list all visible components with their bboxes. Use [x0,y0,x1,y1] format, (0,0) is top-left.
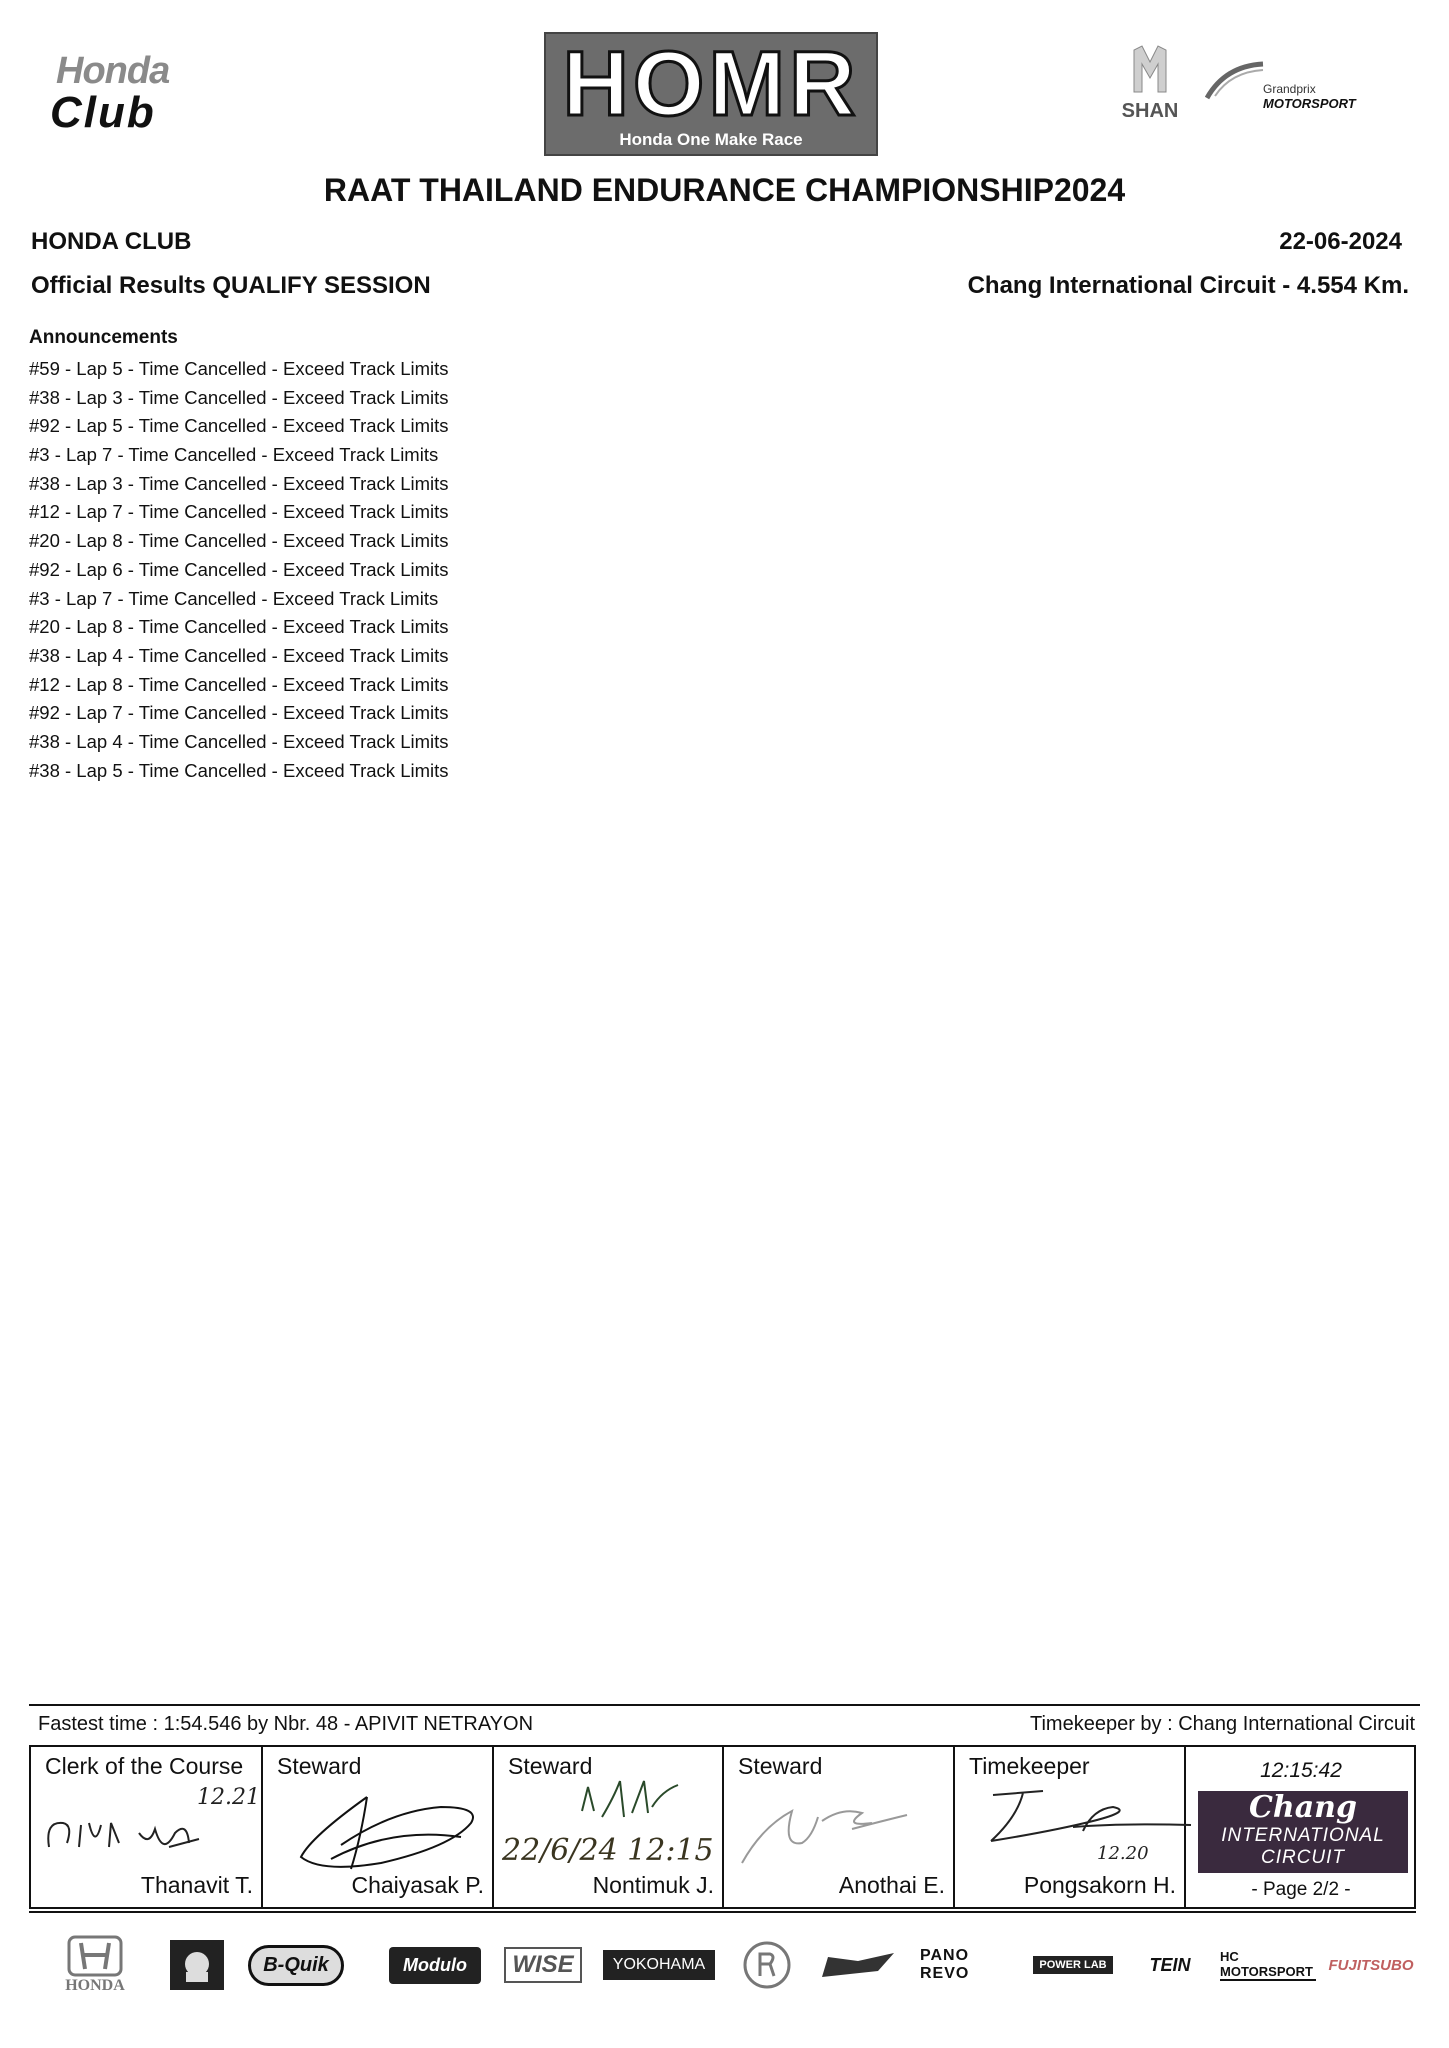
announcement-item: #20 - Lap 8 - Time Cancelled - Exceed Track Limits [29,616,449,638]
signature-handwriting: 12.20 [1097,1843,1149,1864]
sponsor-label: HC MOTORSPORT [1220,1949,1316,1981]
chang-logo-line-1: Chang [1249,1790,1357,1825]
honda-club-logo-line-2: Club [50,88,156,137]
homr-logo-sub: Honda One Make Race [619,130,803,149]
signature-name: Anothai E. [838,1872,945,1898]
announcement-item: #38 - Lap 3 - Time Cancelled - Exceed Track Limits [29,472,449,494]
homr-logo-main: HOMR [562,33,860,135]
signature-name: Chaiyasak P. [351,1872,484,1898]
signature-cell-timekeeper [955,1747,1186,1907]
sponsor-label: Modulo [389,1947,481,1984]
grandprix-logo-top: Grandprix [1263,82,1316,96]
sponsor-wing-logo [816,1930,900,2000]
sponsor-hc-motorsport [1220,1930,1316,2000]
signature-cell-chang [1186,1747,1416,1907]
shan-emblem-icon [1130,44,1170,94]
signature-cell-steward-3 [724,1747,955,1907]
timekeeper-by: Timekeeper by : Chang International Circuit [1030,1713,1415,1735]
signature-role: Steward [738,1753,823,1779]
clerk-signature-icon [39,1777,249,1867]
shan-logo [1120,44,1180,128]
signature-table [29,1745,1416,1909]
signature-handwriting: 12.21 [197,1785,260,1810]
signature-cell-steward-1 [263,1747,494,1907]
sponsor-label: WISE [504,1947,581,1983]
championship-title: RAAT THAILAND ENDURANCE CHAMPIONSHIP2024 [323,172,1126,208]
wing-logo-icon [818,1947,898,1983]
signature-role: Steward [277,1753,362,1779]
announcement-item: #20 - Lap 8 - Time Cancelled - Exceed Track Limits [29,530,449,552]
pt-circle-icon [742,1940,792,1990]
announcement-item: #38 - Lap 3 - Time Cancelled - Exceed Track Limits [29,386,449,408]
announcement-item: #12 - Lap 8 - Time Cancelled - Exceed Track Limits [29,673,449,695]
signature-handwriting: 22/6/24 12:15 [502,1833,714,1868]
sponsor-power-lab [1030,1930,1116,2000]
sponsor-label: HONDA [65,1977,125,1994]
sponsor-fujitsubo [1326,1930,1416,2000]
honda-h-icon [67,1935,123,1977]
announcement-item: #92 - Lap 6 - Time Cancelled - Exceed Track Limits [29,558,449,580]
sponsor-label: PANO REVO [920,1947,970,1982]
announcement-item: #38 - Lap 4 - Time Cancelled - Exceed Track Limits [29,730,449,752]
sponsor-label: TEIN [1149,1954,1191,1975]
announcements-heading: Announcements [29,327,178,348]
signature-table-bottom-rule [29,1911,1416,1913]
page-number: - Page 2/2 - [1251,1879,1351,1900]
sponsor-honda [40,1930,150,2000]
fastest-time: Fastest time : 1:54.546 by Nbr. 48 - APIVIT NETRAYON [38,1713,534,1735]
print-time: 12:15:42 [1260,1759,1342,1782]
sponsor-wise [508,1930,578,2000]
sponsor-emblem [170,1930,224,2000]
announcement-item: #3 - Lap 7 - Time Cancelled - Exceed Track Limits [29,444,439,466]
signature-name: Pongsakorn H. [1023,1872,1176,1898]
signature-name: Thanavit T. [140,1872,253,1898]
signature-cell-steward-2 [494,1747,724,1907]
sponsor-label: POWER LAB [1033,1956,1112,1974]
shan-logo-text: SHAN [1121,100,1179,122]
announcement-item: #38 - Lap 4 - Time Cancelled - Exceed Track Limits [29,644,449,666]
signature-role: Timekeeper [969,1753,1090,1779]
signature-name: Nontimuk J. [592,1872,714,1898]
announcement-item: #3 - Lap 7 - Time Cancelled - Exceed Track Limits [29,587,439,609]
chang-logo-line-2: INTERNATIONAL [1221,1825,1385,1846]
announcement-item: #59 - Lap 5 - Time Cancelled - Exceed Track Limits [29,358,449,379]
announcement-item: #92 - Lap 5 - Time Cancelled - Exceed Track Limits [29,415,449,437]
event-date: 22-06-2024 [1279,228,1402,255]
footer-divider [29,1704,1420,1706]
grandprix-swoosh-icon [1205,60,1265,100]
club-name: HONDA CLUB [31,228,192,255]
signature-cell-clerk [31,1747,263,1907]
timekeeper-signature-icon [963,1777,1193,1857]
announcement-item: #92 - Lap 7 - Time Cancelled - Exceed Track Limits [29,702,449,724]
chang-logo-line-3: CIRCUIT [1260,1847,1346,1868]
sponsor-pt [740,1930,794,2000]
grandprix-motorsport-logo [1205,60,1375,120]
announcement-item: #12 - Lap 7 - Time Cancelled - Exceed Track Limits [29,501,449,523]
honda-club-logo-line-1: Honda [56,50,170,92]
sponsor-label: B-Quik [248,1945,344,1986]
sponsor-yokohama [596,1930,722,2000]
sponsor-b-quik [246,1930,346,2000]
sponsor-row [40,1930,1420,2000]
steward-1-signature-icon [271,1777,486,1877]
sponsor-label: FUJITSUBO [1328,1956,1414,1974]
signature-role: Steward [508,1753,593,1779]
announcement-item: #38 - Lap 5 - Time Cancelled - Exceed Track Limits [29,759,449,781]
sponsor-pano-revo [920,1930,1020,2000]
steward-3-signature-icon [732,1777,947,1877]
homr-logo [544,32,878,156]
honda-club-logo [50,50,200,140]
sponsor-label: YOKOHAMA [603,1950,715,1980]
sponsor-modulo [380,1930,490,2000]
signature-role: Clerk of the Course [45,1753,244,1779]
steward-2-signature-icon [502,1777,717,1837]
announcement-list [29,355,449,785]
chang-international-circuit-logo [1198,1791,1408,1873]
sponsor-tein [1130,1930,1210,2000]
elephant-emblem-icon [170,1940,224,1990]
grandprix-logo-bottom: MOTORSPORT [1263,96,1356,111]
circuit-name: Chang International Circuit - 4.554 Km. [967,272,1409,299]
session-title: Official Results QUALIFY SESSION [31,272,431,299]
